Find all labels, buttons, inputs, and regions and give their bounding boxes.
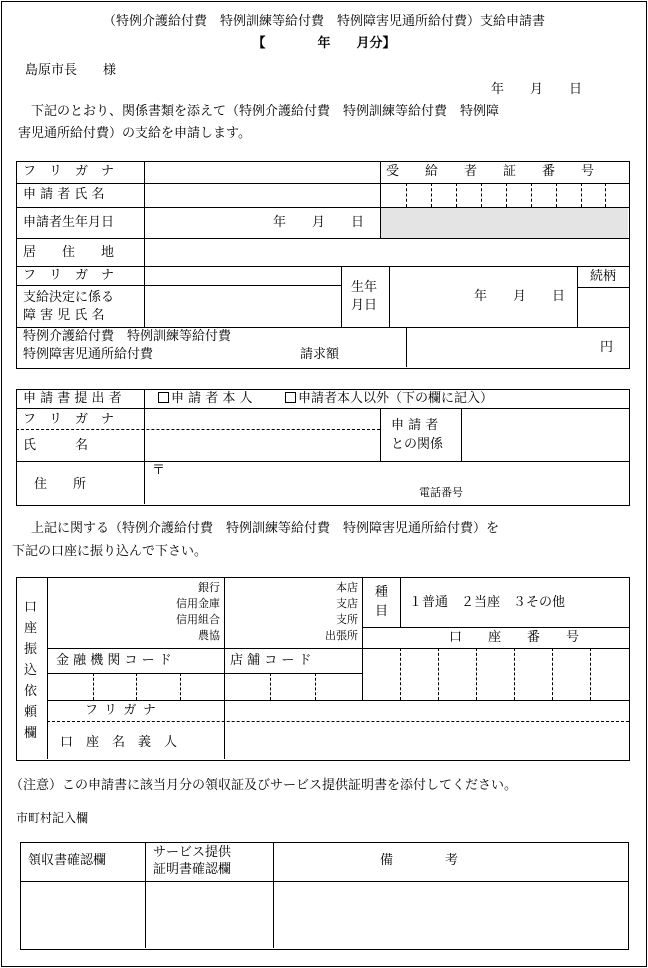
relation-label-1: 申 請 者 [391, 418, 439, 433]
relation-label-2: との関係 [391, 437, 444, 452]
bank-code-label: 金 融 機 関 コ ー ド [56, 653, 172, 668]
child-name-label-2: 障 害 児 氏 名 [23, 308, 105, 323]
yen-unit: 円 [600, 340, 614, 355]
checkbox-other[interactable] [285, 392, 296, 403]
service-check-label-2: 証明書確認欄 [153, 862, 232, 877]
attachment-note: （注意）この申請書に該当月分の領収証及びサービス提供証明書を添付してください。 [10, 778, 518, 793]
shaded-cell [381, 208, 628, 238]
branch-type-4: 出張所 [325, 629, 358, 642]
receipt-check-label: 領収書確認欄 [28, 853, 107, 868]
bank-side-6: 頼 [24, 705, 38, 720]
branch-type-2: 支店 [336, 597, 358, 610]
branch-code-label: 店 舗 コ ー ド [230, 653, 312, 668]
bank-type-2: 信用金庫 [176, 597, 220, 610]
recipient-number-label: 受 給 者 証 番 号 [386, 164, 595, 179]
child-dob-field[interactable]: 年 月 日 [474, 289, 566, 304]
child-furigana-label: フ リ ガ ナ [23, 268, 115, 283]
account-number-label: 口 座 番 号 [448, 630, 579, 645]
phone-label: 電話番号 [419, 486, 463, 499]
service-check-label-1: サービス提供 [153, 845, 232, 860]
applicant-dob-label: 申請者生年月日 [23, 215, 115, 230]
furigana-label: フ リ ガ ナ [23, 164, 115, 179]
child-dob-label-2: 月日 [351, 298, 378, 313]
transfer-line-1: 上記に関する（特例介護給付費 特例訓練等給付費 特例障害児通所給付費）を [31, 521, 500, 536]
remarks-label: 備 考 [380, 853, 459, 868]
municipal-heading: 市町村記入欄 [16, 811, 89, 825]
addressee: 島原市長 様 [25, 63, 117, 78]
bank-side-7: 欄 [24, 726, 38, 741]
relationship-label: 続柄 [590, 269, 617, 284]
applicant-name-label: 申 請 者 氏 名 [23, 187, 105, 202]
option-self[interactable]: 申 請 者 本 人 [158, 391, 253, 407]
bank-type-3: 信用組合 [176, 613, 220, 626]
submitter-label: 申 請 書 提 出 者 [23, 391, 122, 406]
submitter-name-label: 氏 名 [23, 438, 89, 453]
claim-label-2: 特例障害児通所給付費 [23, 347, 154, 362]
bank-side-3: 振 [24, 642, 38, 657]
bank-side-1: 口 [24, 600, 38, 615]
form-title: （特例介護給付費 特例訓練等給付費 特例障害児通所給付費）支給申請書 [102, 14, 545, 29]
option-other[interactable]: 申請者本人以外（下の欄に記入） [285, 391, 493, 407]
bank-side-5: 依 [24, 684, 38, 699]
period-field[interactable]: 【 年 月分】 [252, 36, 396, 51]
claim-label-1: 特例介護給付費 特例訓練等給付費 [23, 329, 232, 344]
child-dob-label-1: 生年 [351, 280, 378, 295]
child-name-label-1: 支給決定に係る [23, 290, 115, 305]
bank-side-2: 座 [24, 621, 38, 636]
claim-amount-label: 請求額 [300, 347, 340, 362]
account-holder-label: 口 座 名 義 人 [60, 735, 178, 750]
postal-mark: 〒 [152, 463, 166, 478]
intro-line-2: 害児通所給付費）の支給を申請します。 [18, 126, 251, 141]
bank-side-4: 込 [24, 663, 38, 678]
bank-type-4: 農協 [198, 629, 220, 642]
intro-line-1: 下記のとおり、関係書類を添えて（特例介護給付費 特例訓練等給付費 特例障 [31, 104, 500, 119]
branch-type-1: 本店 [336, 581, 358, 594]
municipal-table [20, 842, 629, 950]
application-date[interactable]: 年 月 日 [491, 82, 583, 97]
branch-type-3: 支所 [336, 613, 358, 626]
submitter-furigana-label: フ リ ガ ナ [23, 412, 115, 427]
bank-type-1: 銀行 [198, 581, 220, 594]
account-type-options[interactable]: １普通 ２当座 ３その他 [409, 595, 566, 610]
transfer-line-2: 下記の口座に振り込んで下さい。 [12, 544, 208, 559]
holder-furigana-label: フリガナ [85, 703, 163, 718]
address-label: 居 住 地 [23, 245, 115, 260]
type-label-1: 種 [375, 585, 389, 600]
type-label-2: 目 [375, 604, 389, 619]
applicant-dob-field[interactable]: 年 月 日 [273, 215, 365, 230]
submitter-address-label: 住 所 [34, 477, 87, 492]
checkbox-self[interactable] [158, 392, 169, 403]
